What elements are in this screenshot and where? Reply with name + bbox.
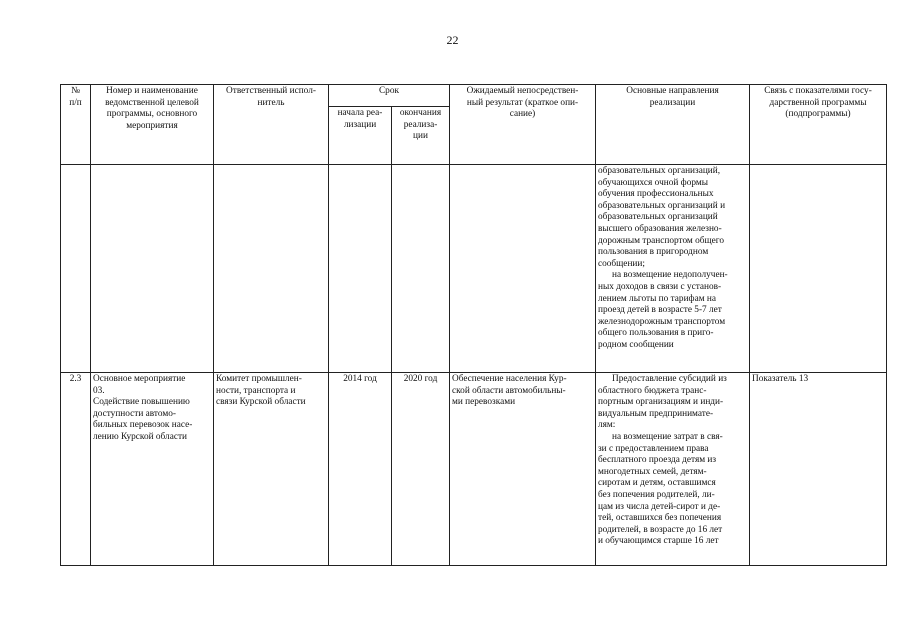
row-responsible: Комитет промышлен- ности, транспорта и связи Курской области: [214, 373, 329, 566]
row-directions: [596, 165, 750, 373]
header-link: Связь с показателями госу- дарственной программы (подпрограммы): [750, 85, 887, 165]
header-term-end: окончания реализа- ции: [392, 107, 450, 165]
header-num: № п/п: [61, 85, 91, 165]
row-link: Показатель 13: [750, 373, 887, 566]
header-expected: Ожидаемый непосредствен- ный результат (краткое опи- сание): [450, 85, 596, 165]
page-number: 22: [446, 33, 459, 47]
directions-text: на возмещение недополучен- ных доходов в связи с установ- лением льготы по тарифам на проезд детей в возрасте 5-7 лет железнодорожным транспортом общего пользования в приго- родном сообщении: [598, 270, 728, 350]
row-name: [91, 165, 214, 373]
row-start: 2014 год: [329, 373, 392, 566]
table-row: [61, 165, 887, 373]
directions-text: на возмещение затрат в свя- зи с предоставлением права бесплатного проезда детям из многодетных семей, детям- сиротам и детям, оставшимся без попечения родителей, ли- цам из числа детей-сирот и де- тей, оставшихся без попечения родителей, в возрасте до 16 лет и обучающимся старше 16 лет: [598, 431, 723, 547]
row-num: [61, 165, 91, 373]
header-directions: Основные направления реализации: [596, 85, 750, 165]
row-name: Основное мероприятие 03. Содействие повышению доступности автомо- бильных перевозок насе- лению Курской области: [91, 373, 214, 566]
header-responsible: Ответственный испол- нитель: [214, 85, 329, 165]
directions-text: образовательных организаций, обучающихся очной формы обучения профессиональных образовательных организаций и образовательных организаций высшего образования железно- дорожным транспортом общего пользования в пригородном сообщении;: [598, 166, 726, 269]
header-name: Номер и наименование ведомственной целевой программы, основного мероприятия: [91, 85, 214, 165]
row-start: [329, 165, 392, 373]
header-term-start: начала реа- лизации: [329, 107, 392, 165]
directions-text: Предоставление субсидий из областного бюджета транс- портным организациям и инди- видуальным предпринимате- лям:: [598, 374, 727, 431]
row-end: 2020 год: [392, 373, 450, 566]
row-end: [392, 165, 450, 373]
program-table: [60, 84, 887, 566]
table-row: [61, 373, 887, 566]
header-term: Срок: [329, 85, 450, 107]
row-expected: [450, 165, 596, 373]
row-num: 2.3: [61, 373, 91, 566]
row-expected: Обеспечение населения Кур- ской области автомобильны- ми перевозками: [450, 373, 596, 566]
row-link: [750, 165, 887, 373]
row-responsible: [214, 165, 329, 373]
row-directions: [596, 373, 750, 566]
